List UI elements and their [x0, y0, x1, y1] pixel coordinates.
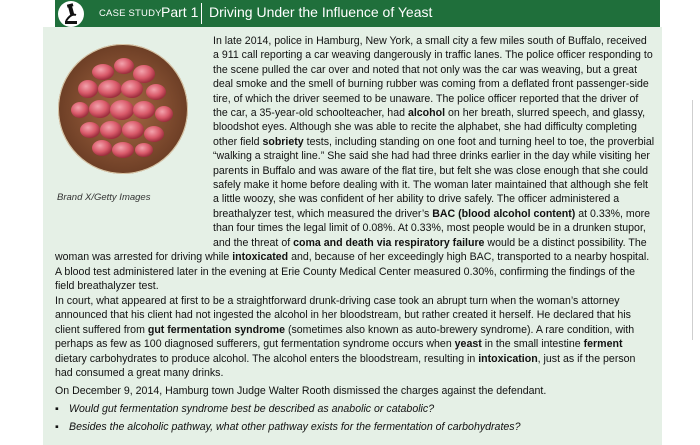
case-paragraph-2 [55, 294, 655, 380]
bullet-icon: ▪ [55, 421, 59, 433]
part-label: Part 1 [161, 4, 199, 20]
term-coma-death: coma and death via respiratory failure [293, 236, 485, 249]
term-sobriety: sobriety [262, 135, 304, 148]
question-2-text: Besides the alcoholic pathway, what other pathway exists for the fermentation of carbohydrates? [69, 421, 521, 433]
term-ferment: ferment [583, 338, 623, 351]
p2-text-1: In court, what appeared at first to be a straightforward drunk-driving case took an abrupt turn when the woman’s attorney announced that his client had not ingested the alcohol in her bloodstream, but rather created it herself. He declared that his client suffered from [55, 295, 631, 336]
p1-text-5: would be a distinct possibility. The woman was arrested for driving while [55, 236, 647, 264]
term-intoxicated: intoxicated [232, 251, 289, 264]
header-divider [201, 3, 202, 24]
p2-text-5: , just as if the person had consumed a great many drinks. [55, 352, 636, 380]
p1-text-6: and, because of her exceedingly high BAC, transported to a nearby hospital. A blood test administered later in the evening at Erie County Medical Center measured 0.30%, confirming the findings of the field breathalyzer test. [55, 251, 650, 292]
term-intoxication: intoxication [478, 352, 538, 365]
case-study-label: CASE STUDY [99, 8, 162, 19]
case-paragraph-3: On December 9, 2014, Hamburg town Judge Walter Rooth dismissed the charges against the defendant. [55, 385, 547, 397]
image-spacer [55, 34, 213, 236]
p1-text-3: tests, including standing on one foot and turning heel to toe, the proverbial “walking a straight line.” She said she had had three drinks earlier in the day while visiting her parents in Buffalo and was aware of the flat tire, but felt she was close enough that she could safely make it home before dealing with it. The woman later maintained that although she felt a little woozy, she was confident of her ability to drive safely. The officer administered a breathalyzer test, which measured the driver’s [213, 135, 655, 220]
case-paragraph-1 [55, 34, 655, 293]
term-yeast: yeast [454, 338, 482, 351]
image-credit: Brand X/Getty Images [57, 192, 151, 203]
microscope-icon [58, 1, 84, 27]
term-gut-fermentation: gut fermentation syndrome [147, 323, 285, 336]
p1-text-2: on her breath, slurred speech, and glassy, bloodshot eyes. Although she was able to recite the alphabet, she had difficulty completing other field [213, 107, 646, 148]
term-alcohol: alcohol [407, 107, 446, 120]
case-study-panel [43, 27, 662, 445]
p1-text-4: at 0.33%, more than four times the legal limit of 0.08%. At 0.33%, most people would be in a drunken stupor, and the threat of [213, 207, 651, 249]
p2-text-2: (sometimes also known as auto-brewery syndrome). A rare condition, with perhaps as few as 100 diagnosed sufferers, gut fermentation syndrome occurs when [55, 323, 635, 351]
p2-text-3: in the small intestine [481, 338, 584, 351]
p1-text-1: In late 2014, police in Hamburg, New York, a small city a few miles south of Buffalo, received a 911 call reporting a car weaving dangerously in traffic lanes. The police officer responding to the scene pulled the car over and noted that not only was the car was weaving, but a great deal smoke and the smell of burning rubber was coming from a deflated front passenger-side tire, of which the driver seemed to be unaware. The police officer reported that the driver of the car, a 35-year-old schoolteacher, had [213, 35, 653, 120]
page-edge-rule [692, 100, 693, 340]
question-2 [55, 420, 655, 434]
question-1 [55, 402, 655, 416]
case-study-header [55, 0, 660, 27]
p2-text-4: dietary carbohydrates to produce alcohol. The alcohol enters the bloodstream, resulting in [55, 352, 479, 365]
question-1-text: Would gut fermentation syndrome best be described as anabolic or catabolic? [69, 403, 435, 415]
term-bac: BAC (blood alcohol content) [432, 207, 576, 220]
case-title: Driving Under the Influence of Yeast [209, 4, 433, 20]
bullet-icon: ▪ [55, 403, 59, 415]
